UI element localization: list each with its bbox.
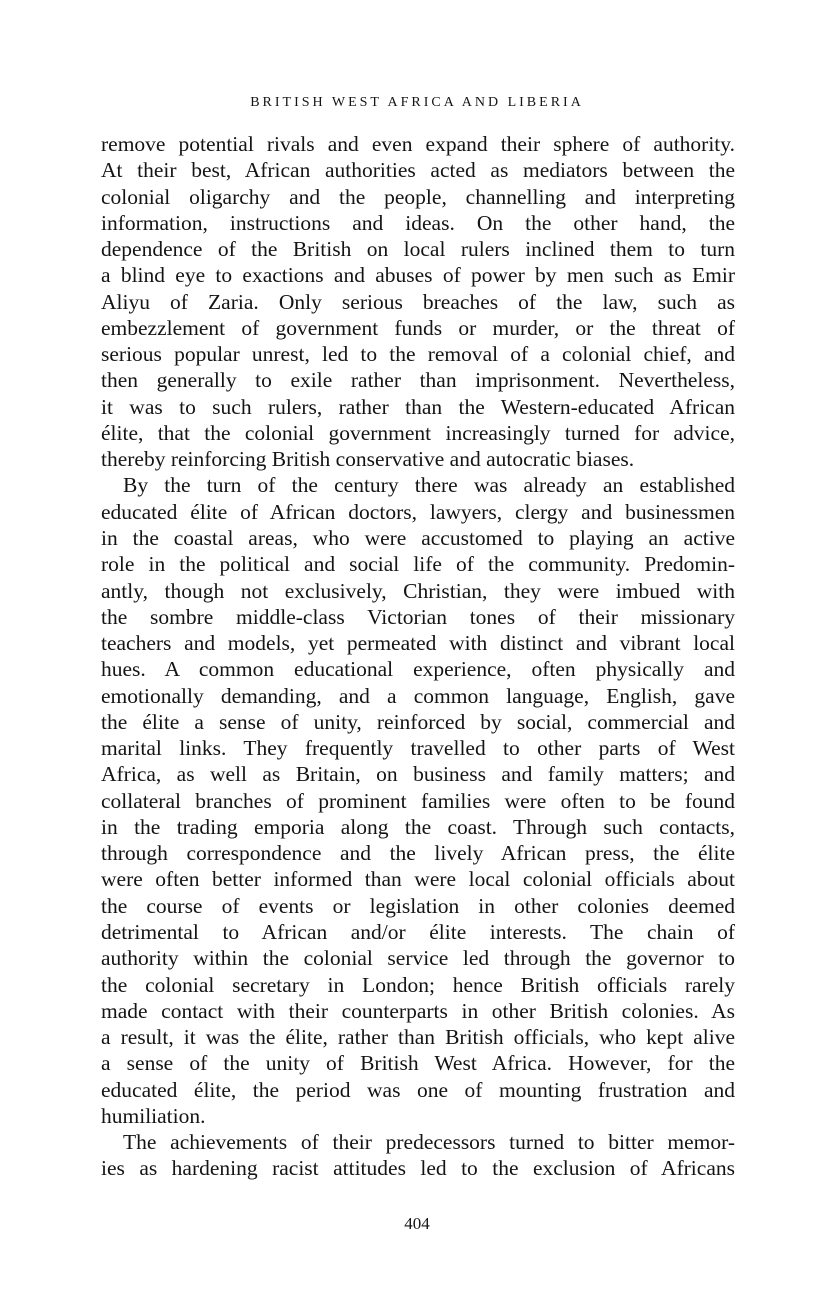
text-line: the course of events or legislation in other colonies deemed: [101, 893, 735, 918]
text-line: authority within the colonial service led through the governor to: [101, 946, 735, 971]
paragraph: [101, 472, 735, 1129]
paragraph: [101, 1129, 735, 1182]
text-line: ies as hardening racist attitudes led to the exclusion of Africans: [101, 1156, 735, 1181]
text-line: educated élite, the period was one of mounting frustration and: [101, 1077, 735, 1102]
text-line: antly, though not exclusively, Christian, they were imbued with: [101, 578, 735, 603]
body-text: [101, 131, 735, 1182]
text-line: At their best, African authorities acted as mediators between the: [101, 158, 735, 183]
text-line: the sombre middle-class Victorian tones of their missionary: [101, 604, 735, 629]
text-line: made contact with their counterparts in other British colonies. As: [101, 998, 735, 1023]
text-line: thereby reinforcing British conservative and autocratic biases.: [101, 447, 635, 472]
text-line: serious popular unrest, led to the removal of a colonial chief, and: [101, 342, 735, 367]
text-line: in the coastal areas, who were accustomed to playing an active: [101, 525, 735, 550]
text-line: embezzlement of government funds or murder, or the threat of: [101, 315, 735, 340]
page-number: 404: [404, 1214, 430, 1233]
running-head: BRITISH WEST AFRICA AND LIBERIA: [250, 95, 584, 110]
text-line: hues. A common educational experience, often physically and: [101, 657, 735, 682]
text-line: dependence of the British on local rulers inclined them to turn: [101, 237, 735, 262]
text-line: colonial oligarchy and the people, channelling and interpreting: [101, 184, 735, 209]
text-line: a result, it was the élite, rather than British officials, who kept alive: [101, 1025, 735, 1050]
text-line: the élite a sense of unity, reinforced by social, commercial and: [101, 709, 735, 734]
text-line: teachers and models, yet permeated with distinct and vibrant local: [101, 631, 735, 656]
text-line: through correspondence and the lively African press, the élite: [101, 841, 735, 866]
text-line: The achievements of their predecessors turned to bitter memor-: [123, 1130, 735, 1155]
text-line: Aliyu of Zaria. Only serious breaches of the law, such as: [101, 289, 735, 314]
text-line: élite, that the colonial government increasingly turned for advice,: [101, 420, 735, 445]
text-line: detrimental to African and/or élite interests. The chain of: [101, 919, 735, 944]
text-line: role in the political and social life of the community. Predomin-: [101, 552, 735, 577]
text-line: in the trading emporia along the coast. Through such contacts,: [101, 814, 735, 839]
text-line: the colonial secretary in London; hence British officials rarely: [101, 972, 735, 997]
text-line: remove potential rivals and even expand their sphere of authority.: [101, 132, 735, 156]
text-line: By the turn of the century there was already an established: [123, 473, 735, 498]
text-line: humiliation.: [101, 1103, 206, 1128]
text-line: collateral branches of prominent families were often to be found: [101, 788, 735, 813]
text-line: educated élite of African doctors, lawyers, clergy and businessmen: [101, 499, 735, 524]
text-line: a sense of the unity of British West Africa. However, for the: [101, 1051, 735, 1076]
paragraph: [101, 131, 735, 472]
text-line: emotionally demanding, and a common language, English, gave: [101, 683, 735, 708]
text-line: then generally to exile rather than imprisonment. Nevertheless,: [101, 368, 735, 393]
text-line: were often better informed than were local colonial officials about: [101, 867, 735, 892]
text-line: a blind eye to exactions and abuses of power by men such as Emir: [101, 263, 735, 288]
text-line: information, instructions and ideas. On the other hand, the: [101, 210, 735, 235]
text-line: Africa, as well as Britain, on business and family matters; and: [101, 762, 735, 787]
text-line: marital links. They frequently travelled to other parts of West: [101, 736, 735, 761]
text-line: it was to such rulers, rather than the Western-educated African: [101, 394, 735, 419]
